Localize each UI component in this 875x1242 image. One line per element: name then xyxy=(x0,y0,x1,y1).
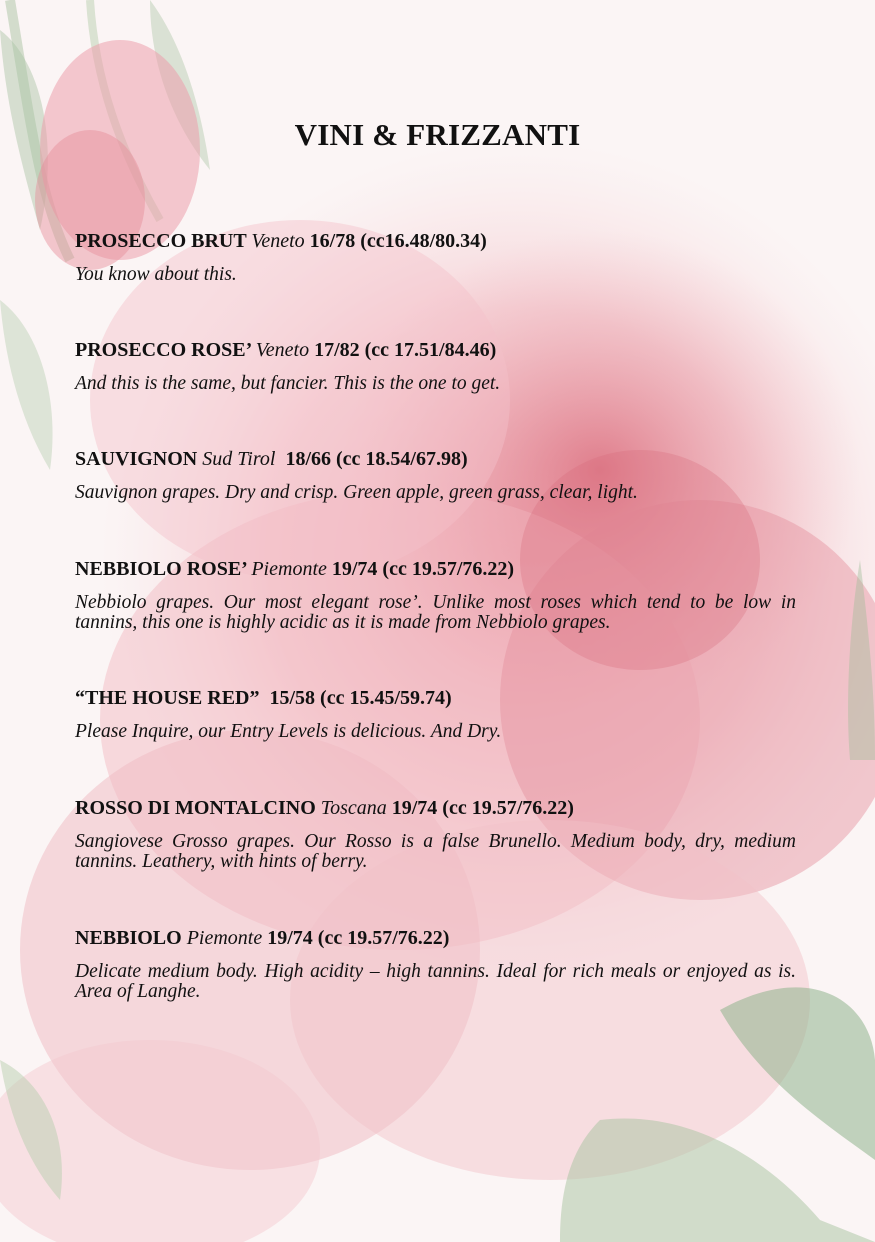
wine-heading xyxy=(75,338,796,362)
wine-name: “THE HOUSE RED” xyxy=(75,687,260,709)
wine-region: Veneto xyxy=(251,230,305,252)
wine-price: 15/58 (cc 15.45/59.74) xyxy=(269,687,452,709)
wine-entry xyxy=(75,338,796,394)
wine-region: Sud Tirol xyxy=(202,448,276,470)
wine-name: NEBBIOLO ROSE’ xyxy=(75,558,247,580)
wine-name: ROSSO DI MONTALCINO xyxy=(75,797,316,819)
wine-description: Sangiovese Grosso grapes. Our Rosso is a false Brunello. Medium body, dry, medium tannins. Leathery, with hints of berry. xyxy=(75,831,796,872)
wine-entry xyxy=(75,926,796,1002)
wine-name: NEBBIOLO xyxy=(75,927,182,949)
wine-description: And this is the same, but fancier. This is the one to get. xyxy=(75,373,501,394)
wine-region: Veneto xyxy=(255,339,310,361)
wine-price: 16/78 (cc16.48/80.34) xyxy=(309,230,487,252)
wine-description: You know about this. xyxy=(75,264,237,285)
wine-entry xyxy=(75,447,796,503)
wine-price: 19/74 (cc 19.57/76.22) xyxy=(331,558,515,580)
wine-entry xyxy=(75,796,796,872)
wine-heading xyxy=(75,447,796,471)
wine-region: Toscana xyxy=(320,797,387,819)
wine-price: 18/66 (cc 18.54/67.98) xyxy=(285,448,468,470)
wine-name: PROSECCO BRUT xyxy=(75,230,247,252)
wine-heading xyxy=(75,229,796,253)
wine-description: Sauvignon grapes. Dry and crisp. Green apple, green grass, clear, light. xyxy=(75,482,638,503)
wine-price: 17/82 (cc 17.51/84.46) xyxy=(314,339,497,361)
wine-name: PROSECCO ROSE’ xyxy=(75,339,251,361)
wine-entry xyxy=(75,686,796,742)
wine-heading xyxy=(75,796,796,820)
wine-region: Piemonte xyxy=(251,558,327,580)
wine-entry xyxy=(75,557,796,633)
page-title: VINI & FRIZZANTI xyxy=(294,117,581,152)
wine-heading xyxy=(75,686,796,710)
wine-name: SAUVIGNON xyxy=(75,448,198,470)
wine-entry xyxy=(75,229,796,285)
wine-heading xyxy=(75,926,796,950)
wine-description: Delicate medium body. High acidity – high tannins. Ideal for rich meals or enjoyed as is. Area of Langhe. xyxy=(75,961,796,1002)
wine-description: Please Inquire, our Entry Levels is delicious. And Dry. xyxy=(75,721,502,742)
wine-region: Piemonte xyxy=(186,927,263,949)
wine-heading xyxy=(75,557,796,581)
wine-price: 19/74 (cc 19.57/76.22) xyxy=(391,797,574,819)
wine-price: 19/74 (cc 19.57/76.22) xyxy=(267,927,450,949)
wine-description: Nebbiolo grapes. Our most elegant rose’. Unlike most roses which tend to be low in tannins, this one is highly acidic as it is made from Nebbiolo grapes. xyxy=(75,592,796,633)
